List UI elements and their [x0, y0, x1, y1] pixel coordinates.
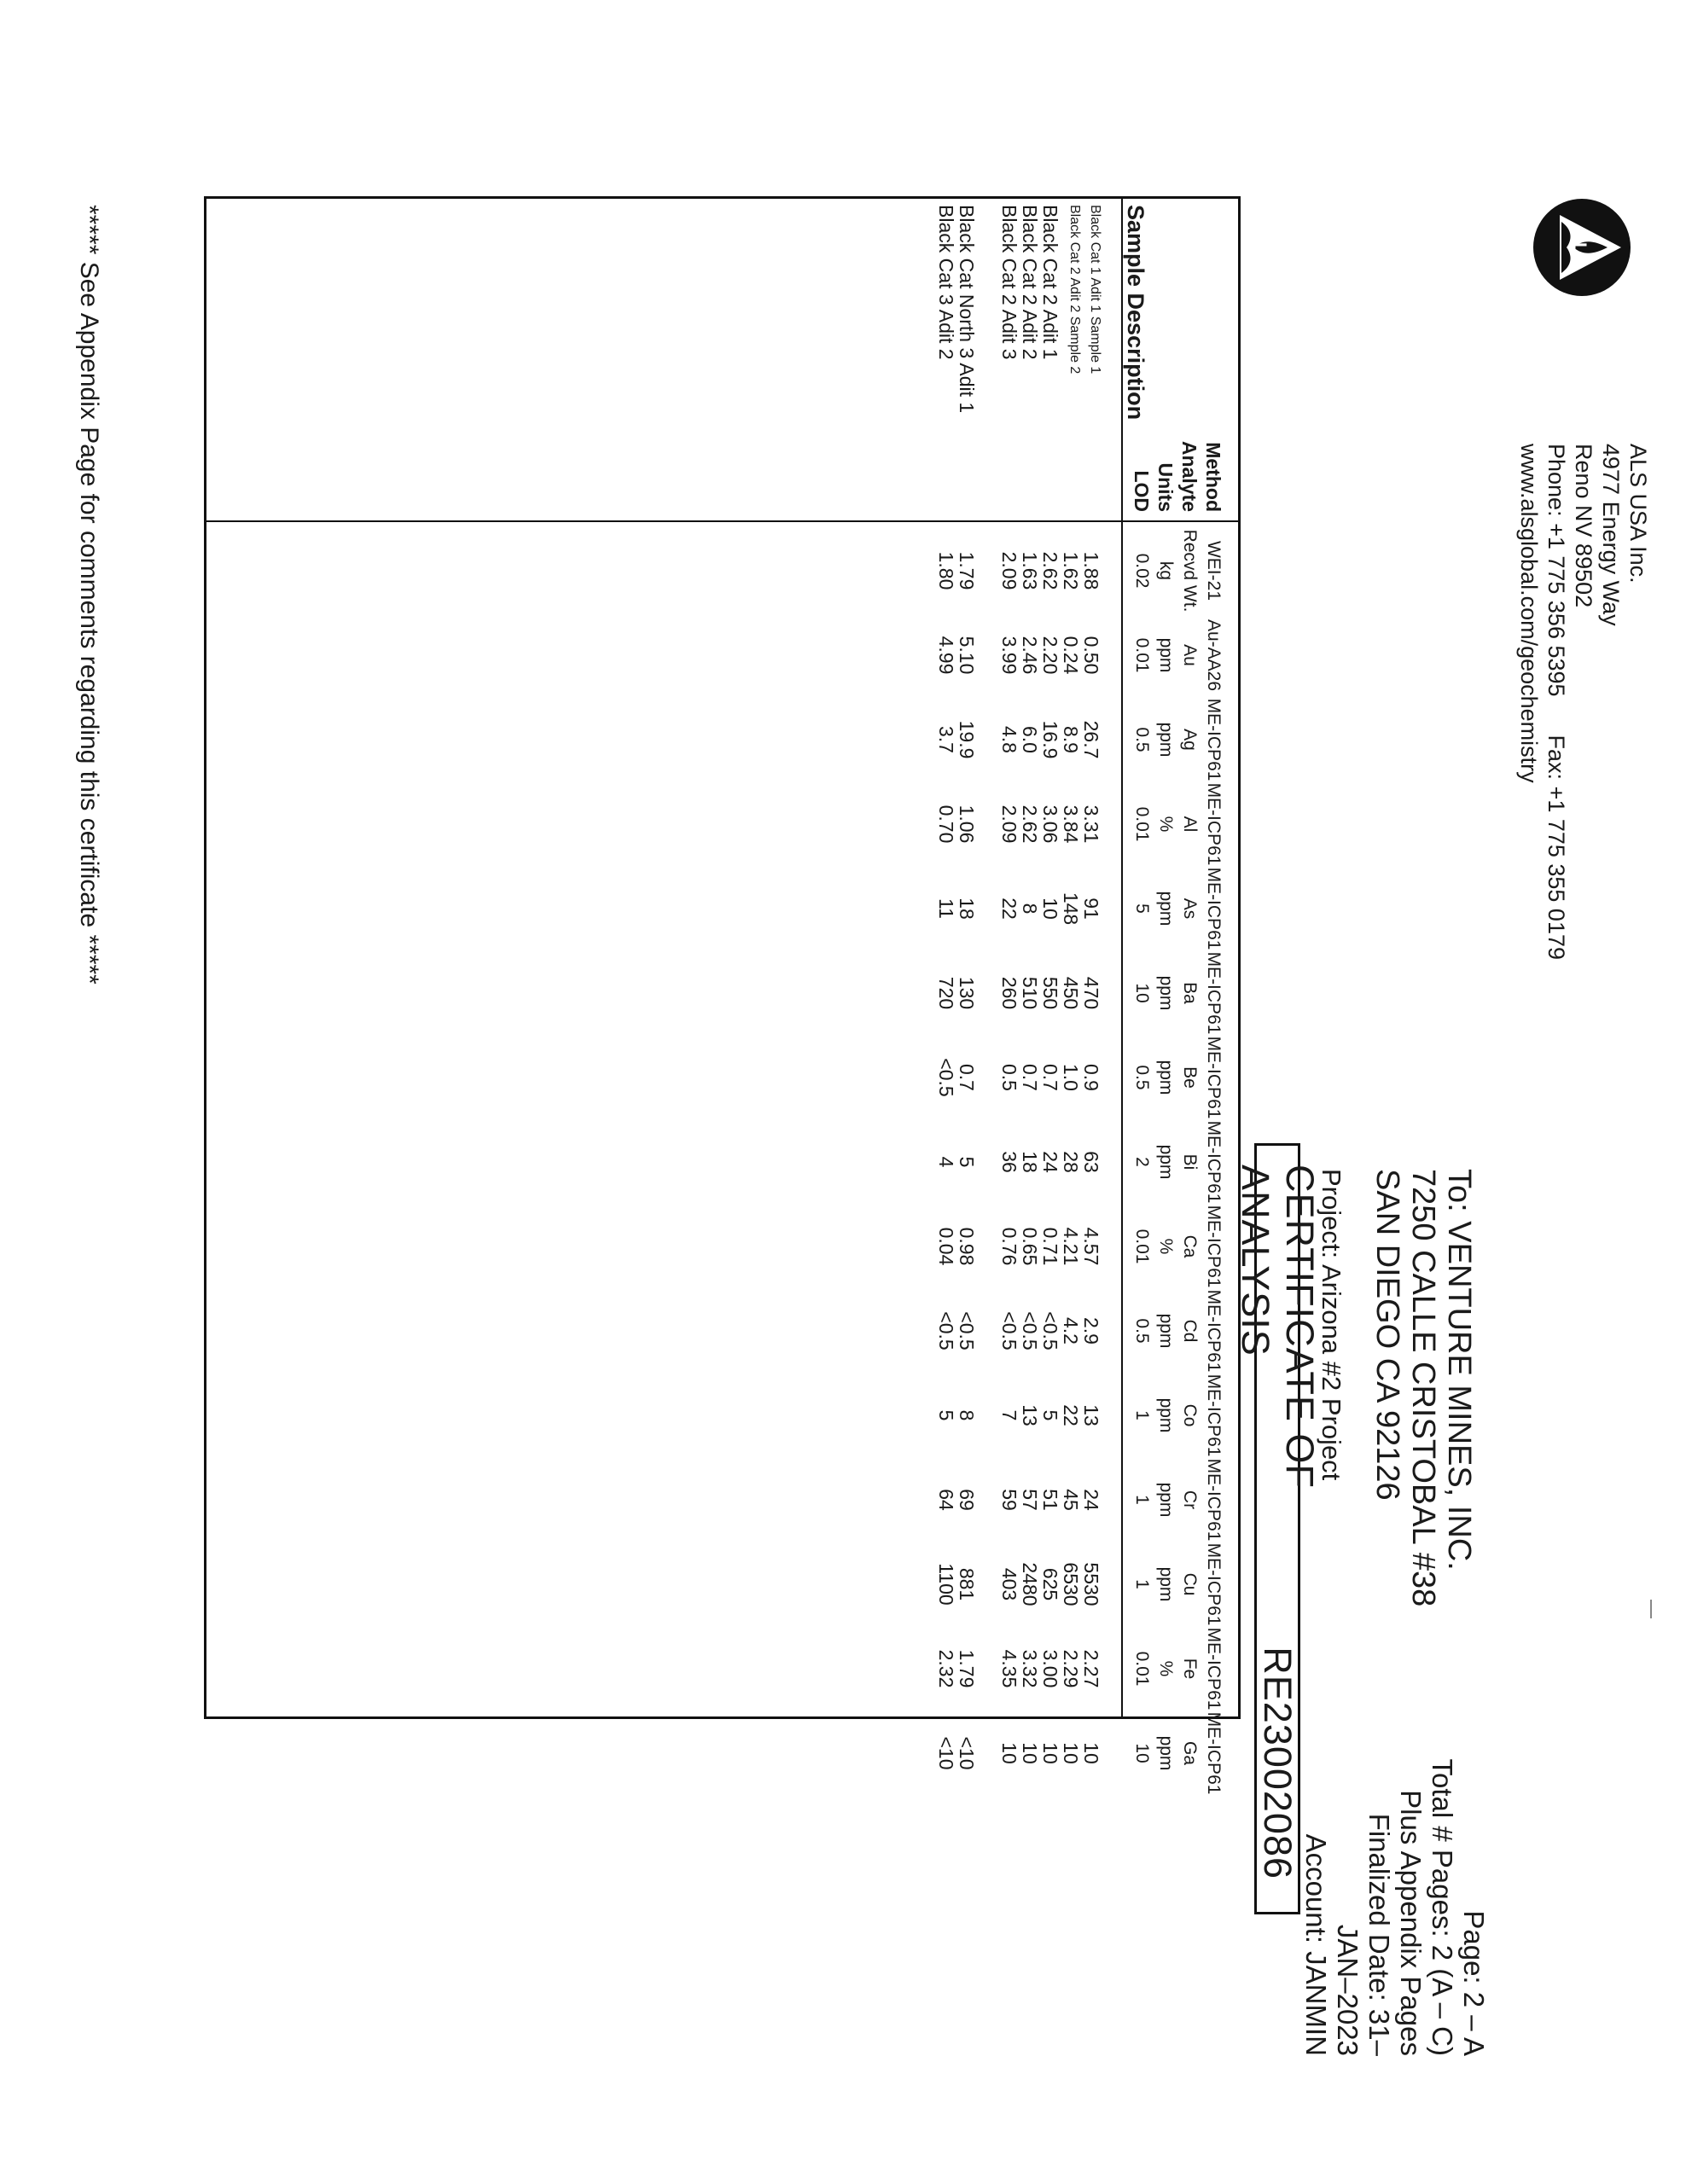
column-header-analyte: Bi: [1180, 1153, 1200, 1170]
sample-name: Black Cat 2 Adit 2 Sample 2: [1067, 205, 1082, 375]
lab-name: ALS USA Inc.: [1625, 444, 1651, 584]
table-cell: 3.06: [1039, 804, 1061, 844]
column-header: [1130, 1711, 1225, 1795]
column-header-analyte: Co: [1180, 1403, 1200, 1427]
als-logo-icon: [1531, 196, 1633, 299]
row-label-analyte: Analyte: [1178, 440, 1201, 512]
column-header: [1130, 698, 1225, 781]
column-header-lod: 1: [1132, 1495, 1152, 1505]
column-header-analyte: As: [1180, 897, 1200, 920]
table-cell: 2.62: [1019, 804, 1041, 844]
lab-address-line2: Reno NV 89502: [1571, 444, 1596, 608]
table-cell: 470: [1080, 976, 1102, 1010]
column-header-analyte: Ca: [1180, 1234, 1200, 1258]
table-cell: 450: [1060, 976, 1082, 1010]
table-cell: 6530: [1060, 1562, 1082, 1606]
table-cell: 0.70: [935, 804, 957, 844]
column-header-lod: 0.02: [1132, 553, 1152, 589]
table-cell: 0.76: [998, 1227, 1020, 1266]
table-cell: 51: [1039, 1489, 1061, 1511]
table-cell: <10: [956, 1736, 978, 1770]
client-to-line: To: VENTURE MINES, INC.: [1441, 1169, 1477, 1571]
column-header-units: ppm: [1156, 1060, 1176, 1095]
client-address-block: [1369, 1169, 1477, 1606]
sample-name: Black Cat 2 Adit 1: [1039, 205, 1061, 360]
table-cell: <10: [935, 1736, 957, 1770]
column-header-analyte: Ba: [1180, 982, 1200, 1004]
table-cell: 510: [1019, 976, 1041, 1010]
row-label-lod: LOD: [1131, 470, 1153, 512]
lab-address-line1: 4977 Energy Way: [1598, 444, 1624, 626]
table-cell: 4.2: [1060, 1317, 1082, 1345]
column-header-units: ppm: [1156, 637, 1176, 673]
column-header-analyte: Fe: [1180, 1658, 1200, 1680]
table-cell: 2.27: [1080, 1649, 1102, 1688]
table-cell: 0.5: [998, 1064, 1020, 1091]
column-header: [1130, 1458, 1225, 1542]
column-header-method: ME-ICP61: [1204, 782, 1224, 866]
table-cell: 10: [1039, 1742, 1061, 1764]
table-cell: 18: [956, 897, 978, 920]
column-header-units: ppm: [1156, 891, 1176, 926]
column-header-lod: 10: [1132, 983, 1152, 1003]
table-cell: 0.7: [1019, 1064, 1041, 1091]
table-cell: 13: [1080, 1404, 1102, 1426]
sample-name: Black Cat 1 Adit 1 Sample 1: [1088, 205, 1102, 375]
table-cell: 2.29: [1060, 1649, 1082, 1688]
table-cell: 57: [1019, 1489, 1041, 1511]
svg-text:ALS: ALS: [1569, 229, 1590, 266]
column-header: [1130, 1289, 1225, 1373]
column-header-method: ME-ICP61: [1204, 1036, 1224, 1119]
table-cell: 10: [998, 1742, 1020, 1764]
table-cell: 2.32: [935, 1649, 957, 1688]
column-header: [1130, 1036, 1225, 1119]
column-header-analyte: Cu: [1180, 1572, 1200, 1596]
table-cell: 13: [1019, 1404, 1041, 1426]
column-header-analyte: Cr: [1180, 1490, 1200, 1510]
table-cell: 4.57: [1080, 1227, 1102, 1266]
column-header-units: ppm: [1156, 1144, 1176, 1180]
table-cell: 63: [1080, 1151, 1102, 1173]
table-cell: 24: [1080, 1489, 1102, 1511]
column-header-analyte: Be: [1180, 1066, 1200, 1089]
column-header-analyte: Ag: [1180, 729, 1200, 751]
table-cell: 4.99: [935, 636, 957, 675]
sample-name: Black Cat 3 Adit 2: [935, 205, 957, 360]
table-cell: 0.65: [1019, 1227, 1041, 1266]
table-cell: 403: [998, 1567, 1020, 1601]
row-label-units: Units: [1154, 462, 1177, 512]
column-header: [1130, 613, 1225, 697]
table-cell: 91: [1080, 897, 1102, 920]
column-header-lod: 2: [1132, 1157, 1152, 1167]
table-cell: 1.88: [1080, 551, 1102, 590]
column-header-lod: 5: [1132, 903, 1152, 914]
table-cell: <0.5: [1039, 1311, 1061, 1350]
account-id: Account: JANMIN: [1300, 1833, 1332, 2056]
column-header-method: ME-ICP61: [1204, 1205, 1224, 1288]
sample-name: Black Cat North 3 Adit 1: [956, 205, 978, 414]
table-cell: 6.0: [1019, 726, 1041, 753]
table-cell: <0.5: [935, 1311, 957, 1350]
table-column-divider: [204, 520, 1241, 522]
table-cell: 2.62: [1039, 551, 1061, 590]
column-header-method: ME-ICP61: [1204, 867, 1224, 950]
table-cell: 1.06: [956, 804, 978, 844]
table-cell: 3.00: [1039, 1649, 1061, 1688]
column-header-units: ppm: [1156, 1482, 1176, 1518]
table-cell: 3.99: [998, 636, 1020, 675]
column-header-units: ppm: [1156, 1313, 1176, 1349]
table-cell: 1.79: [956, 1649, 978, 1688]
column-header-units: %: [1156, 1660, 1176, 1677]
table-cell: 550: [1039, 976, 1061, 1010]
table-cell: 3.84: [1060, 804, 1082, 844]
table-cell: 3.32: [1019, 1649, 1041, 1688]
table-cell: 0.24: [1060, 636, 1082, 675]
table-cell: 881: [956, 1567, 978, 1601]
footer-note: ***** See Appendix Page for comments regarding this certificate *****: [75, 205, 103, 985]
page-info-block: [1300, 1749, 1490, 2056]
table-cell: 11: [935, 898, 957, 919]
column-header: [1130, 951, 1225, 1035]
column-header-units: ppm: [1156, 1397, 1176, 1433]
table-cell: 45: [1060, 1489, 1082, 1511]
table-cell: 148: [1060, 892, 1082, 926]
table-cell: 5: [1039, 1409, 1061, 1421]
table-cell: 720: [935, 976, 957, 1010]
table-cell: 1.62: [1060, 551, 1082, 590]
column-header-units: %: [1156, 1238, 1176, 1255]
column-header-method: ME-ICP61: [1204, 1289, 1224, 1373]
column-header-method: ME-ICP61: [1204, 1458, 1224, 1542]
table-cell: 0.98: [956, 1227, 978, 1266]
finalized-date: Finalized Date: 31–JAN–2023: [1332, 1813, 1395, 2056]
column-header-lod: 1: [1132, 1579, 1152, 1589]
table-cell: 0.71: [1039, 1227, 1061, 1266]
row-labels: [1130, 410, 1225, 512]
table-cell: <0.5: [956, 1311, 978, 1350]
sample-name: Black Cat 2 Adit 3: [998, 205, 1020, 360]
total-pages: Total # Pages: 2 (A – C): [1427, 1758, 1458, 2056]
column-header-method: ME-ICP61: [1204, 951, 1224, 1035]
table-cell: 0.50: [1080, 636, 1102, 675]
lab-phone-fax: Phone: +1 775 356 5395 Fax: +1 775 355 0179: [1544, 444, 1569, 960]
table-cell: <0.5: [935, 1058, 957, 1097]
table-cell: 69: [956, 1489, 978, 1511]
table-cell: 2.46: [1019, 636, 1041, 675]
table-cell: 4.35: [998, 1649, 1020, 1688]
certificate-number: RE23002086: [1256, 1647, 1299, 1879]
column-header: [1130, 782, 1225, 866]
column-header-units: ppm: [1156, 722, 1176, 758]
table-cell: 26.7: [1080, 720, 1102, 759]
project-name: Project: Arizona #2 Project: [1317, 1169, 1346, 1481]
table-cell: 2.20: [1039, 636, 1061, 675]
column-header: [1130, 867, 1225, 950]
column-header-method: WEI-21: [1204, 540, 1224, 601]
column-header-analyte: Cd: [1180, 1319, 1200, 1343]
column-header-analyte: Au: [1180, 644, 1200, 666]
table-cell: 5530: [1080, 1562, 1102, 1606]
column-header-lod: 0.5: [1132, 1318, 1152, 1344]
client-address-line1: 7250 CALLE CRISTOBAL #38: [1405, 1169, 1441, 1607]
column-header-method: ME-ICP61: [1204, 1711, 1224, 1795]
column-header: [1130, 529, 1225, 613]
table-cell: 2.09: [998, 551, 1020, 590]
lab-website-link[interactable]: www.alsglobal.com/geochemistry: [1516, 444, 1542, 783]
table-cell: 2480: [1019, 1562, 1041, 1606]
table-cell: 625: [1039, 1567, 1061, 1601]
column-header-method: ME-ICP61: [1204, 698, 1224, 781]
sample-name: Black Cat 2 Adit 2: [1019, 205, 1041, 360]
table-header-divider: [1121, 196, 1123, 1719]
column-header-analyte: Recvd Wt.: [1180, 529, 1200, 613]
table-cell: 24: [1039, 1151, 1061, 1173]
table-cell: 0.7: [1039, 1064, 1061, 1091]
column-header: [1130, 1205, 1225, 1288]
table-cell: 1.63: [1019, 551, 1041, 590]
client-address-line2: SAN DIEGO CA 92126: [1369, 1169, 1405, 1501]
table-cell: 3.7: [935, 726, 957, 753]
table-cell: 18: [1019, 1151, 1041, 1173]
table-cell: 1100: [935, 1563, 957, 1606]
lab-address-block: [1515, 444, 1652, 960]
table-cell: 130: [956, 976, 978, 1010]
table-cell: 10: [1060, 1742, 1082, 1764]
column-header-units: ppm: [1156, 1566, 1176, 1602]
column-header-units: ppm: [1156, 1735, 1176, 1771]
column-header: [1130, 1374, 1225, 1457]
table-cell: 59: [998, 1489, 1020, 1511]
table-cell: <0.5: [1019, 1311, 1041, 1350]
table-cell: 1.79: [956, 551, 978, 590]
table-cell: 5: [956, 1156, 978, 1168]
table-cell: 36: [998, 1151, 1020, 1173]
table-cell: 4.21: [1060, 1227, 1082, 1266]
row-label-method: Method: [1202, 442, 1224, 512]
certificate-title: CERTIFICATE OF ANALYSIS: [1234, 1165, 1322, 1489]
table-cell: 8: [956, 1409, 978, 1421]
table-cell: 3.31: [1080, 804, 1102, 844]
sample-description-header: Sample Description: [1123, 205, 1148, 421]
column-header-lod: 0.01: [1132, 637, 1152, 673]
table-cell: 10: [1039, 897, 1061, 920]
table-cell: 5: [935, 1409, 957, 1421]
column-header-lod: 10: [1132, 1743, 1152, 1763]
column-header-analyte: Al: [1180, 816, 1200, 833]
certificate-title-box: [1234, 1143, 1322, 1914]
column-header-lod: 0.01: [1132, 1228, 1152, 1264]
table-cell: 22: [1060, 1404, 1082, 1426]
table-cell: 5.10: [956, 636, 978, 675]
table-cell: 8: [1019, 903, 1041, 915]
column-header-lod: 1: [1132, 1410, 1152, 1420]
column-header-method: Au-AA26: [1204, 619, 1224, 692]
column-header: [1130, 1120, 1225, 1204]
scan-mark: [1650, 1600, 1652, 1618]
table-cell: 10: [1019, 1742, 1041, 1764]
column-header-lod: 0.01: [1132, 1651, 1152, 1687]
table-cell: 10: [1080, 1742, 1102, 1764]
table-cell: 260: [998, 976, 1020, 1010]
column-header-units: kg: [1156, 561, 1176, 581]
table-cell: 0.7: [956, 1064, 978, 1091]
table-cell: 22: [998, 897, 1020, 920]
table-cell: 2.9: [1080, 1317, 1102, 1345]
table-cell: 1.0: [1060, 1064, 1082, 1091]
table-cell: 2.09: [998, 804, 1020, 844]
column-header: [1130, 1542, 1225, 1626]
column-header-analyte: Ga: [1180, 1740, 1200, 1765]
column-header-lod: 0.5: [1132, 1065, 1152, 1090]
table-cell: 0.04: [935, 1227, 957, 1266]
column-header: [1130, 1627, 1225, 1711]
table-cell: 4.8: [998, 726, 1020, 753]
column-header-method: ME-ICP61: [1204, 1542, 1224, 1626]
appendix-note: Plus Appendix Pages: [1395, 1790, 1427, 2056]
table-cell: 28: [1060, 1151, 1082, 1173]
column-header-lod: 0.01: [1132, 806, 1152, 842]
table-cell: 8.9: [1060, 726, 1082, 753]
table-cell: 7: [998, 1409, 1020, 1421]
page-number: Page: 2 – A: [1458, 1910, 1490, 2056]
table-cell: 0.9: [1080, 1064, 1102, 1091]
table-cell: 16.9: [1039, 720, 1061, 759]
table-cell: 1.80: [935, 551, 957, 590]
column-header-units: ppm: [1156, 975, 1176, 1011]
table-cell: 64: [935, 1489, 957, 1511]
column-header-method: ME-ICP61: [1204, 1120, 1224, 1204]
column-header-lod: 0.5: [1132, 727, 1152, 752]
column-header-method: ME-ICP61: [1204, 1374, 1224, 1457]
column-header-units: %: [1156, 816, 1176, 833]
table-cell: 4: [935, 1156, 957, 1168]
column-header-method: ME-ICP61: [1204, 1627, 1224, 1711]
table-cell: 19.9: [956, 720, 978, 759]
table-cell: <0.5: [998, 1311, 1020, 1350]
